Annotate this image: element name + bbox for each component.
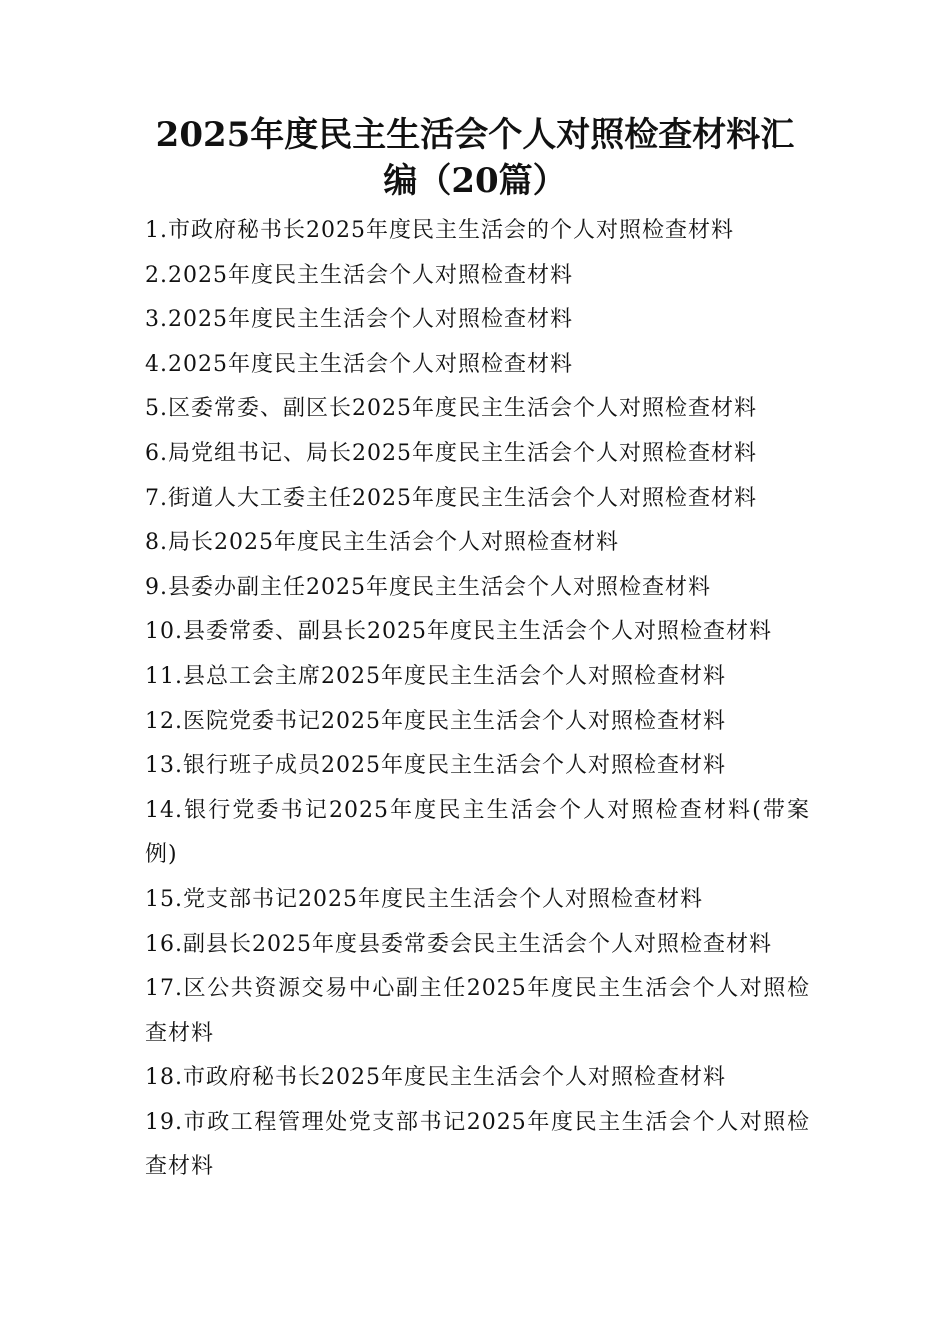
toc-item: 10.县委常委、副县长2025年度民主生活会个人对照检查材料 (145, 619, 772, 645)
toc-item: 5.区委常委、副区长2025年度民主生活会个人对照检查材料 (145, 396, 757, 422)
toc-item: 11.县总工会主席2025年度民主生活会个人对照检查材料 (145, 663, 726, 689)
toc-item: 8.局长2025年度民主生活会个人对照检查材料 (145, 530, 619, 556)
toc-item: 6.局党组书记、局长2025年度民主生活会个人对照检查材料 (145, 440, 757, 466)
toc-item: 2.2025年度民主生活会个人对照检查材料 (145, 262, 573, 288)
document-title (140, 112, 810, 204)
toc-item: 14.银行党委书记2025年度民主生活会个人对照检查材料(带案例) (145, 797, 810, 868)
toc-item: 1.市政府秘书长2025年度民主生活会的个人对照检查材料 (145, 218, 734, 243)
toc-item: 4.2025年度民主生活会个人对照检查材料 (145, 351, 573, 377)
toc-item: 19.市政工程管理处党支部书记2025年度民主生活会个人对照检查材料 (145, 1109, 810, 1180)
toc-item: 17.区公共资源交易中心副主任2025年度民主生活会个人对照检查材料 (145, 976, 810, 1046)
toc-item: 18.市政府秘书长2025年度民主生活会个人对照检查材料 (145, 1065, 726, 1091)
toc-item: 16.副县长2025年度县委常委会民主生活会个人对照检查材料 (145, 931, 772, 957)
toc-item: 7.街道人大工委主任2025年度民主生活会个人对照检查材料 (145, 485, 757, 511)
toc-item: 12.医院党委书记2025年度民主生活会个人对照检查材料 (145, 708, 726, 734)
toc-item: 13.银行班子成员2025年度民主生活会个人对照检查材料 (145, 753, 726, 779)
toc-item: 9.县委办副主任2025年度民主生活会个人对照检查材料 (145, 574, 711, 600)
document-title-line-2: 编（20篇） (383, 161, 567, 201)
table-of-contents (145, 209, 810, 1190)
toc-item: 15.党支部书记2025年度民主生活会个人对照检查材料 (145, 886, 703, 912)
document-title-line-1: 2025年度民主生活会个人对照检查材料汇 (155, 115, 795, 155)
toc-item: 3.2025年度民主生活会个人对照检查材料 (145, 307, 573, 333)
